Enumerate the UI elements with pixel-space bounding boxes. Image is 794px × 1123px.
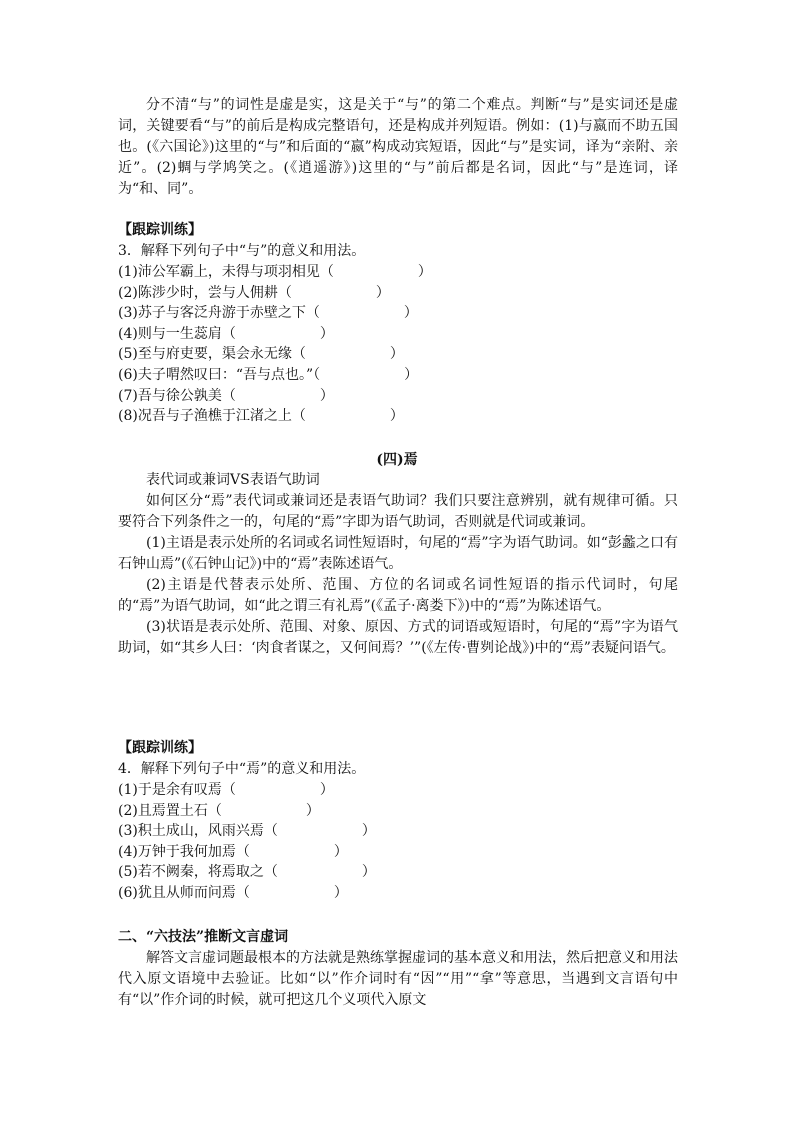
item-text: (6)夫子喟然叹曰：“吾与点也。”（ bbox=[118, 366, 321, 383]
exercise-4-heading: 【跟踪训练】 bbox=[118, 740, 202, 756]
exercise-3-list bbox=[118, 262, 678, 427]
part-2 bbox=[118, 927, 678, 1011]
answer-blank[interactable]: ） bbox=[333, 264, 432, 280]
answer-blank[interactable]: ） bbox=[277, 823, 376, 840]
intro-block bbox=[118, 95, 678, 200]
section-4-subtitle: 表代词或兼词VS表语气助词 bbox=[146, 472, 320, 488]
list-item bbox=[118, 303, 678, 324]
item-text: (2)且焉置土石（ bbox=[118, 802, 222, 819]
list-item bbox=[118, 283, 678, 304]
list-item bbox=[118, 324, 678, 345]
item-text: (3)积土成山，风雨兴焉（ bbox=[118, 823, 278, 840]
list-item bbox=[118, 821, 678, 842]
item-text: (4)则与一生蕊肩（ bbox=[118, 325, 236, 342]
item-text: (7)吾与徐公孰美（ bbox=[118, 387, 236, 404]
exercise-4-prompt: 4．解释下列句子中“焉”的意义和用法。 bbox=[118, 761, 366, 777]
answer-blank[interactable]: ） bbox=[305, 408, 404, 425]
list-item bbox=[118, 862, 678, 883]
item-text: (5)若不阙秦，将焉取之（ bbox=[118, 864, 278, 881]
exercise-3 bbox=[118, 220, 678, 427]
item-text: (4)万钟于我何加焉（ bbox=[118, 843, 250, 860]
exercise-3-heading: 【跟踪训练】 bbox=[118, 222, 202, 238]
answer-blank[interactable]: ） bbox=[277, 864, 376, 881]
answer-blank[interactable]: ） bbox=[320, 366, 419, 383]
answer-blank[interactable]: ） bbox=[221, 802, 320, 819]
section-4-para-2: (1)主语是表示处所的名词或名词性短语时，句尾的“焉”字为语气助词。如“彭蠡之口有石钟山焉”(《石钟山记》)中的“焉”表陈述语气。 bbox=[118, 535, 678, 572]
item-text: (2)陈涉少时，尝与人佣耕（ bbox=[118, 284, 292, 301]
list-item bbox=[118, 801, 678, 822]
answer-blank[interactable]: ） bbox=[235, 325, 334, 342]
answer-blank[interactable]: ） bbox=[319, 305, 418, 322]
item-text: (1)于是余有叹焉（ bbox=[118, 782, 236, 798]
list-item bbox=[118, 365, 678, 386]
section-4-para-1: 如何区分“焉”表代词或兼词还是表语气助词？我们只要注意辨别，就有规律可循。只要符合下列条件之一的，句尾的“焉”字即为语气助词，否则就是代词或兼词。 bbox=[118, 493, 678, 530]
item-text: (8)况吾与子渔樵于江渚之上（ bbox=[118, 408, 306, 425]
exercise-4-list bbox=[118, 780, 678, 904]
item-text: (5)至与府吏要，渠会永无缘（ bbox=[118, 346, 306, 363]
list-item bbox=[118, 842, 678, 863]
list-item bbox=[118, 262, 678, 283]
answer-blank[interactable]: ） bbox=[249, 843, 348, 860]
answer-blank[interactable]: ） bbox=[291, 284, 390, 301]
part-2-heading: 二、“六技法”推断文言虚词 bbox=[118, 929, 289, 945]
section-4-para-3: (2)主语是代替表示处所、范围、方位的名词或名词性短语的指示代词时，句尾的“焉”为语气助词，如“此之谓三有礼焉”(《孟子·离娄下》)中的“焉”为陈述语气。 bbox=[118, 577, 678, 614]
section-4-title: (四)焉 bbox=[376, 452, 418, 468]
answer-blank[interactable]: ） bbox=[305, 346, 404, 363]
intro-paragraph: 分不清“与”的词性是虚是实，这是关于“与”的第二个难点。判断“与”是实词还是虚词，关键要看“与”的前后是构成完整语句，还是构成并列短语。例如：(1)与嬴而不助五国也。(《六国论》)这里的“与”和后面的“嬴”构成动宾短语，因此“与”是实词，译为“亲附、亲近”。(2)蜩与学鸠笑之。(《逍遥游》)这里的“与”前后都是名词，因此“与”是连词，译为“和、同”。 bbox=[118, 97, 678, 197]
list-item bbox=[118, 883, 678, 904]
list-item bbox=[118, 344, 678, 365]
list-item bbox=[118, 386, 678, 407]
section-4-body bbox=[118, 470, 678, 659]
item-text: (3)苏子与客泛舟游于赤壁之下（ bbox=[118, 305, 320, 322]
answer-blank[interactable]: ） bbox=[235, 782, 334, 798]
answer-blank[interactable]: ） bbox=[249, 884, 348, 901]
exercise-3-prompt: 3．解释下列句子中“与”的意义和用法。 bbox=[118, 243, 366, 259]
exercise-4 bbox=[118, 738, 678, 904]
part-2-paragraph: 解答文言虚词题最根本的方法就是熟练掌握虚词的基本意义和用法，然后把意义和用法代入原文语境中去验证。比如“以”作介词时有“因”“用”“拿”等意思，当遇到文言语句中有“以”作介词的时候，就可把这几个义项代入原文 bbox=[118, 950, 678, 1008]
answer-blank[interactable]: ） bbox=[235, 387, 334, 404]
list-item bbox=[118, 406, 678, 427]
item-text: (6)犹且从师而问焉（ bbox=[118, 884, 250, 901]
item-text: (1)沛公军霸上，未得与项羽相见（ bbox=[118, 264, 334, 280]
section-4-para-4: (3)状语是表示处所、范围、对象、原因、方式的词语或短语时，句尾的“焉”字为语气助词，如“其乡人曰：‘肉食者谋之，又何间焉？’”(《左传·曹刿论战》)中的“焉”表疑问语气。 bbox=[118, 619, 678, 656]
list-item bbox=[118, 780, 678, 801]
